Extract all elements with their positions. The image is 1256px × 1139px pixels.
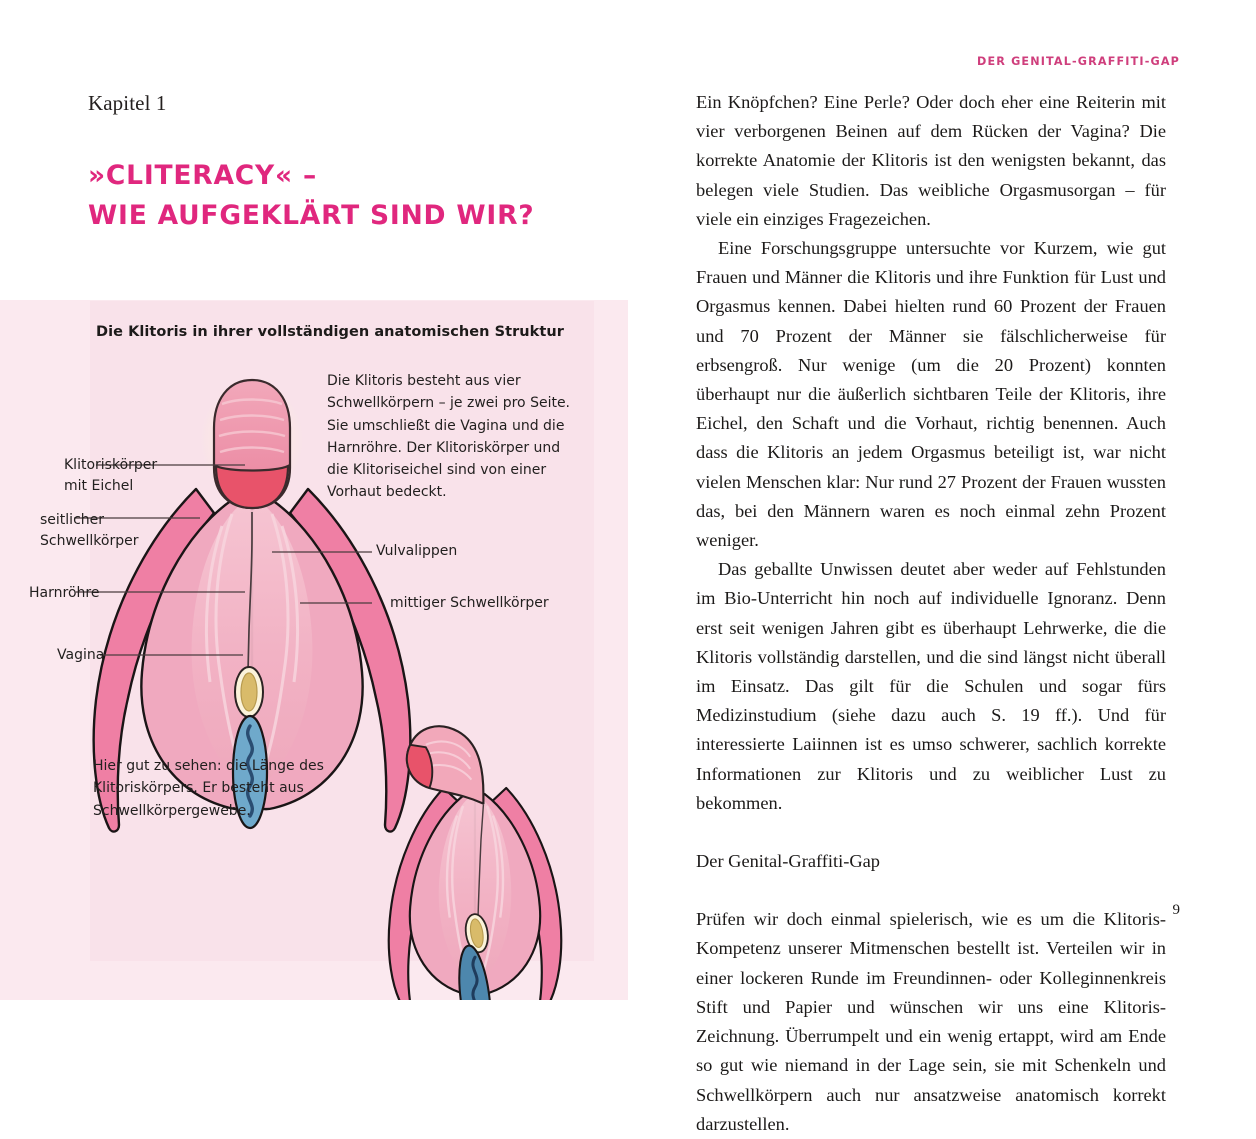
diagram-label-line-2: mit Eichel [64, 478, 134, 494]
illustration-note-bottom: Hier gut zu sehen: die Länge des Klitoriskörpers. Er besteht aus Schwellkörpergewebe. [93, 758, 324, 819]
paragraph: Prüfen wir doch einmal spielerisch, wie es um die Klitoris-Kompetenz unserer Mitmenschen bestellt ist. Verteilen wir in einer lockeren Runde im Freundinnen- oder Kolleginnenkreis Stift und Papier und wünschen wir uns eine Klitoris-Zeichnung. Überrumpelt und ein wenig ertappt, wird am Ende so gut wie niemand in der Lage sein, sie mit Schenkeln und Schwellkörpern auch nur ansatzweise anatomisch korrekt darzustellen. [696, 909, 1166, 1134]
subheading: Der Genital-Graffiti-Gap [696, 851, 880, 872]
left-page [0, 0, 628, 1000]
illustration-note-top: Die Klitoris besteht aus vier Schwellkörpern – je zwei pro Seite. Sie umschließt die Vagina und die Harnröhre. Der Klitoriskörper und die Klitoriseichel sind von einer Vorhaut bedeckt. [327, 373, 571, 501]
chapter-title-line-1: »CLITERACY« – [88, 159, 318, 191]
diagram-label-line-1: seitlicher [40, 512, 105, 528]
chapter-label: Kapitel 1 [88, 91, 167, 115]
paragraph: Eine Forschungsgruppe untersuchte vor Kurzem, wie gut Frauen und Männer die Klitoris und ihre Funktion für Lust und Orgasmus kennen. Dabei hielten rund 60 Prozent der Frauen und 70 Prozent der Männer sie fälschlicherweise für erbsengroß. Nur wenige (um die 20 Prozent) konnten überhaupt nur die äußerlich sichtbaren Teile der Klitoris, ihre Eichel, den Schaft und die Vorhaut, richtig benennen. Auch dass die Klitoris an jedem Orgasmus beteiligt ist, war nicht vielen Menschen klar: Nur rund 27 Prozent der Frauen wussten das, bei den Männern waren es noch einmal zehn Prozent weniger. [696, 238, 1166, 551]
diagram-label-seitlicher-schwellkoerper [40, 510, 139, 552]
page-number: 9 [1172, 902, 1180, 918]
diagram-label-mittiger-schwellkoerper: mittiger Schwellkörper [390, 595, 549, 611]
diagram-label-klitoriskoerper-mit-eichel [64, 455, 157, 497]
diagram-label-line-1: Klitoriskörper [64, 457, 158, 473]
illustration-caption: Die Klitoris in ihrer vollständigen anatomischen Struktur [96, 324, 564, 340]
diagram-label-line-2: Schwellkörper [40, 533, 139, 549]
diagram-label-harnroehre: Harnröhre [29, 585, 100, 601]
chapter-title [88, 156, 588, 236]
anatomy-figure-side [389, 726, 562, 1000]
right-page [628, 0, 1256, 1134]
diagram-label-vagina: Vagina [57, 647, 105, 663]
running-head: DER GENITAL-GRAFFITI-GAP [977, 55, 1180, 68]
paragraph: Das geballte Unwissen deutet aber weder auf Fehlstunden im Bio-Unterricht hin noch auf individuelle Ignoranz. Denn erst seit wenigen Jahren gibt es überhaupt Lehrwerke, die die Klitoris vollständig darstellen, und die sind längst nicht überall im Einsatz. Das gilt für die Schulen und sogar fürs Medizinstudium (siehe dazu auch S. 19 ff.). Und für interessierte Laiinnen ist es umso schwerer, sachlich korrekte Informationen zur Klitoris und zu weiblicher Lust zu bekommen. [696, 559, 1166, 813]
body-text-column [696, 88, 1166, 1139]
diagram-label-vulvalippen: Vulvalippen [376, 543, 458, 559]
chapter-title-line-2: WIE AUFGEKLÄRT SIND WIR? [88, 199, 535, 231]
paragraph: Ein Knöpfchen? Eine Perle? Oder doch eher eine Reiterin mit vier verborgenen Beinen auf dem Rücken der Vagina? Die korrekte Anatomie der Klitoris ist den wenigsten bekannt, das belegen viele Studien. Das weibliche Orgasmusorgan – für viele ein einziges Fragezeichen. [696, 92, 1166, 229]
